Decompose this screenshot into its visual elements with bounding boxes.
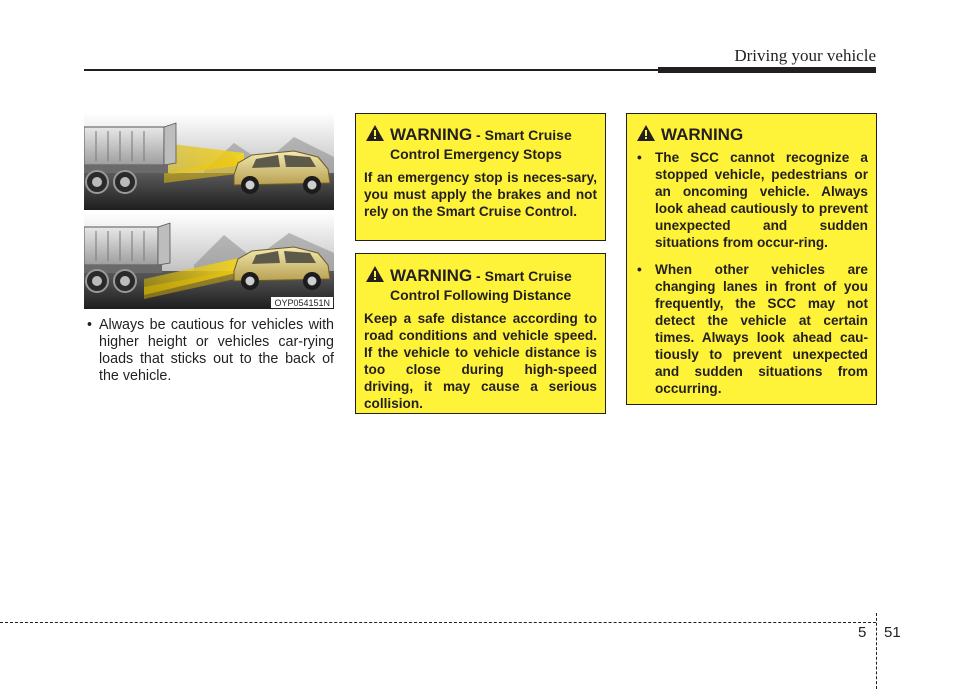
warning-label: WARNING bbox=[390, 125, 473, 144]
warning-item-text: When other vehicles are changing lanes in front of you frequently, the SCC may not detect the vehicle at certain times. Always look ahead cau-tiously to prevent unexpected and sudden situations from occurring. bbox=[655, 262, 868, 396]
warning-box-scc-limits bbox=[626, 113, 877, 405]
warning-box-following-distance bbox=[355, 253, 606, 414]
caution-bullet bbox=[84, 317, 334, 385]
page-number: 51 bbox=[884, 624, 901, 641]
chapter-number: 5 bbox=[858, 624, 867, 641]
bullet-text: Always be cautious for vehicles with higher height or vehicles car-rying loads that sticks out to the back of the vehicle. bbox=[99, 317, 334, 384]
section-title: Driving your vehicle bbox=[734, 46, 876, 65]
warning-list bbox=[635, 149, 868, 397]
bullet-symbol: • bbox=[87, 317, 93, 333]
bullet-symbol: • bbox=[637, 262, 642, 277]
panel-top bbox=[84, 113, 334, 210]
warning-subtitle-line2: Control Emergency Stops bbox=[390, 146, 562, 162]
panel-bottom bbox=[84, 213, 334, 309]
warning-triangle-icon bbox=[366, 266, 384, 282]
header-rule-accent bbox=[658, 67, 876, 73]
warning-heading bbox=[627, 125, 876, 145]
warning-body: Keep a safe distance according to road conditions and vehicle speed. If the vehicle to vehicle distance is too close during high-speed driving, it may cause a serious collision. bbox=[364, 311, 597, 411]
warning-subtitle-line2: Control Following Distance bbox=[390, 287, 572, 303]
warning-box-emergency-stops bbox=[355, 113, 606, 241]
warning-subtitle: - Smart Cruise bbox=[472, 127, 572, 143]
footer-rule bbox=[0, 622, 876, 623]
warning-triangle-icon bbox=[366, 125, 384, 141]
warning-heading bbox=[356, 125, 605, 163]
warning-body: If an emergency stop is neces-sary, you must apply the brakes and not rely on the Smart Cruise Control. bbox=[364, 170, 597, 219]
warning-item-text: The SCC cannot recognize a stopped vehicle, pedestrians or an oncoming vehicle. Always look ahead cautiously to prevent unexpected and sudden situations from occur-ring. bbox=[655, 150, 868, 250]
bullet-symbol: • bbox=[637, 150, 642, 165]
warning-label: WARNING bbox=[390, 266, 473, 285]
figure-code: OYP054151N bbox=[271, 297, 333, 308]
warning-list-item bbox=[635, 149, 868, 251]
header-rule bbox=[84, 69, 658, 71]
warning-label: WARNING bbox=[661, 125, 744, 144]
footer-divider bbox=[876, 613, 877, 689]
warning-list-item bbox=[635, 261, 868, 397]
warning-subtitle: - Smart Cruise bbox=[472, 268, 572, 284]
illustration-image bbox=[84, 113, 334, 309]
warning-triangle-icon bbox=[637, 125, 655, 141]
warning-heading bbox=[356, 266, 605, 304]
truck-load-illustration bbox=[84, 113, 334, 309]
